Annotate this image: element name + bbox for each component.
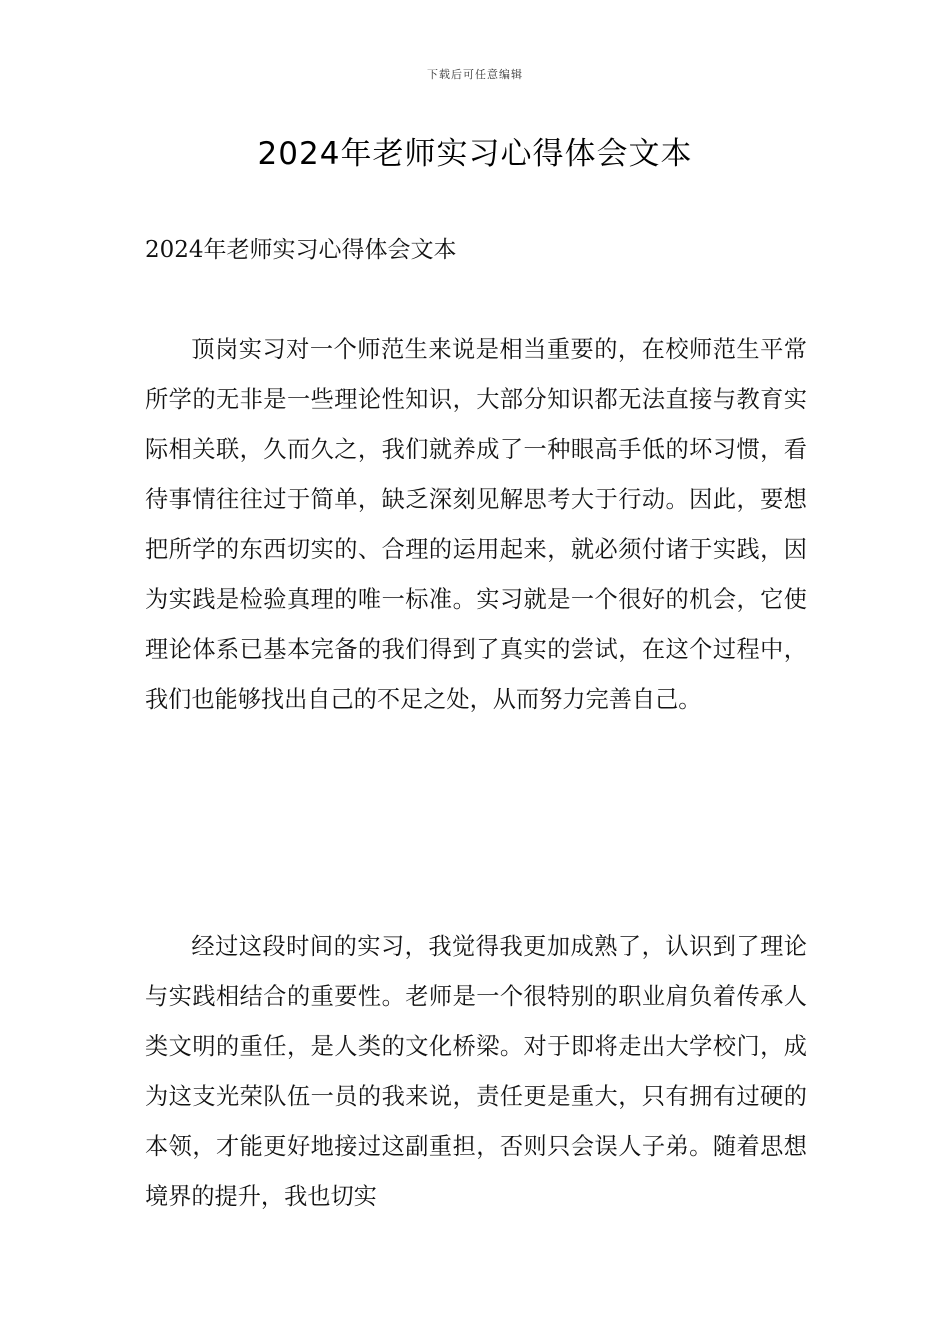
page-header-note: 下载后可任意编辑	[427, 68, 523, 81]
body-paragraph-1: 顶岗实习对一个师范生来说是相当重要的，在校师范生平常所学的无非是一些理论性知识，大部分知识都无法直接与教育实际相关联，久而久之，我们就养成了一种眼高手低的坏习惯，看待事情往往过于简单，缺乏深刻见解思考大于行动。因此，要想把所学的东西切实的、合理的运用起来，就必须付诸于实践，因为实践是检验真理的唯一标准。实习就是一个很好的机会，它使理论体系已基本完备的我们得到了真实的尝试，在这个过程中，我们也能够找出自己的不足之处，从而努力完善自己。	[145, 336, 807, 713]
document-subtitle: 2024年老师实习心得体会文本	[145, 237, 457, 263]
body-paragraph-2: 经过这段时间的实习，我觉得我更加成熟了，认识到了理论与实践相结合的重要性。老师是一个很特别的职业肩负着传承人类文明的重任，是人类的文化桥梁。对于即将走出大学校门，成为这支光荣队伍一员的我来说，责任更是重大，只有拥有过硬的本领，才能更好地接过这副重担，否则只会误人子弟。随着思想境界的提升，我也切实	[145, 933, 807, 1210]
document-title: 2024年老师实习心得体会文本	[257, 136, 693, 172]
